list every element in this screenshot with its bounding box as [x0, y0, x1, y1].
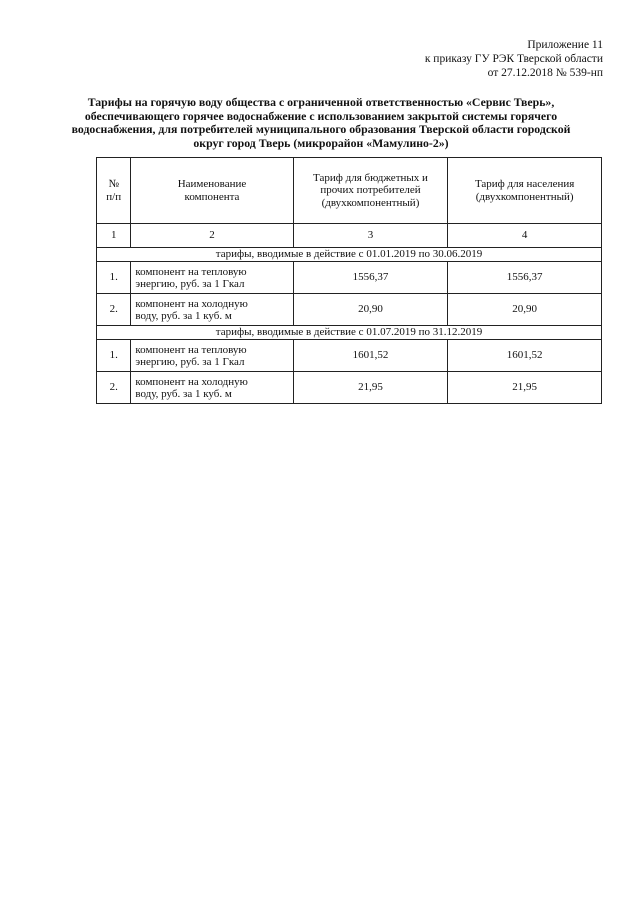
table-row	[97, 262, 602, 294]
budget-tariff-value: 1601,52	[293, 340, 448, 372]
column-index: 2	[131, 224, 293, 248]
component-name: компонент на тепловую энергию, руб. за 1 Гкал	[131, 340, 293, 372]
table-row	[97, 340, 602, 372]
period-heading: тарифы, вводимые в действие с 01.01.2019 по 30.06.2019	[97, 248, 602, 262]
budget-tariff-value: 1556,37	[293, 262, 448, 294]
header-population-tariff: Тариф для населения (двухкомпонентный)	[448, 158, 602, 224]
population-tariff-value: 20,90	[448, 294, 602, 326]
column-index: 4	[448, 224, 602, 248]
annex-line: от 27.12.2018 № 539-нп	[487, 67, 603, 79]
column-index: 1	[97, 224, 131, 248]
row-number: 1.	[97, 262, 131, 294]
title-line: обеспечивающего горячее водоснабжение с использованием закрытой системы горячего	[84, 108, 558, 123]
row-number: 2.	[97, 294, 131, 326]
column-index-row	[97, 224, 602, 248]
table-row	[97, 372, 602, 404]
title-line: водоснабжения, для потребителей муниципального образования Тверской области городской	[71, 122, 571, 137]
row-number: 1.	[97, 340, 131, 372]
annex-reference	[425, 38, 603, 80]
budget-tariff-value: 20,90	[293, 294, 448, 326]
table-header-row	[97, 158, 602, 224]
population-tariff-value: 1601,52	[448, 340, 602, 372]
header-budget-tariff: Тариф для бюджетных и прочих потребителей (двухкомпонентный)	[293, 158, 448, 224]
column-index: 3	[293, 224, 448, 248]
tariff-table	[96, 157, 602, 404]
component-name: компонент на тепловую энергию, руб. за 1 Гкал	[131, 262, 293, 294]
document-title	[60, 96, 582, 150]
component-name: компонент на холодную воду, руб. за 1 куб. м	[131, 294, 293, 326]
annex-line: к приказу ГУ РЭК Тверской области	[424, 53, 603, 65]
header-component-name: Наименование компонента	[131, 158, 293, 224]
title-line: округ город Тверь (микрорайон «Мамулино-2»)	[193, 135, 449, 150]
period-heading-row	[97, 326, 602, 340]
annex-line: Приложение 11	[527, 39, 603, 51]
component-name: компонент на холодную воду, руб. за 1 куб. м	[131, 372, 293, 404]
population-tariff-value: 1556,37	[448, 262, 602, 294]
population-tariff-value: 21,95	[448, 372, 602, 404]
header-number: № п/п	[97, 158, 131, 224]
period-heading: тарифы, вводимые в действие с 01.07.2019 по 31.12.2019	[97, 326, 602, 340]
table-row	[97, 294, 602, 326]
budget-tariff-value: 21,95	[293, 372, 448, 404]
title-line: Тарифы на горячую воду общества с ограниченной ответственностью «Сервис Тверь»,	[87, 95, 555, 109]
row-number: 2.	[97, 372, 131, 404]
period-heading-row	[97, 248, 602, 262]
